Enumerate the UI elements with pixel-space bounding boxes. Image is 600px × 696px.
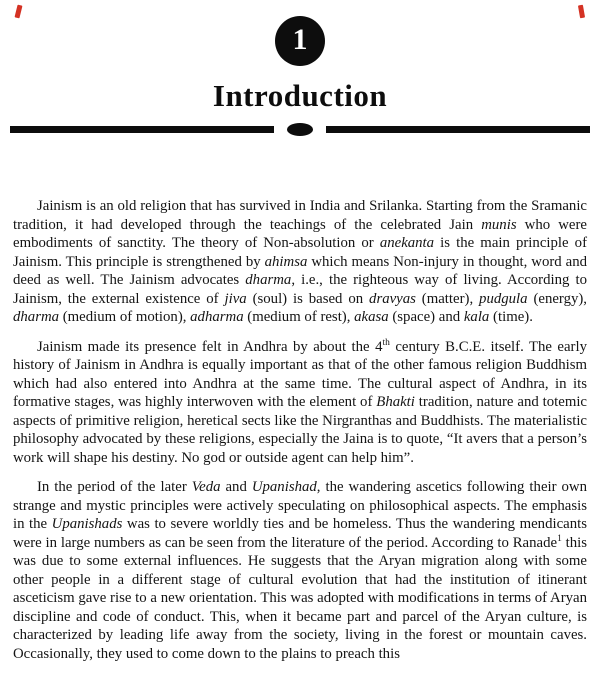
text-segment: , the wandering ascetics following their own strange and mystic principles were actively speculating on philosophical aspects. The emphasis in the: [13, 479, 588, 532]
text-segment: dharma: [245, 272, 292, 288]
text-segment: Upanishads: [51, 516, 123, 532]
divider-bar-left: [10, 126, 274, 133]
paragraph: [13, 338, 587, 468]
text-segment: In the period of the later: [37, 479, 192, 495]
text-segment: Jainism is an old religion that has survived in India and Srilanka. Starting from the Sramanic tradition, it had developed through the teachings of the celebrated Jain: [13, 198, 587, 233]
text-segment: (matter),: [415, 290, 480, 307]
text-segment: anekanta: [379, 235, 435, 251]
text-segment: ahimsa: [264, 253, 308, 270]
chapter-title: Introduction: [212, 78, 388, 113]
text-segment: tradition, nature and totemic aspects of primitive religion, heretical sects like the Nirgranthas and Buddhists. The materialistic philosophy advocated by these religions, especially the Jaina is to quote, “It avers that a person’s work will shape his destiny. No god or outside agent can help him”.: [13, 394, 588, 466]
text-segment: akasa: [354, 309, 389, 325]
title-divider: [10, 122, 590, 136]
divider-bar-right: [326, 126, 590, 133]
text-segment: (time).: [489, 309, 533, 325]
text-segment: century B.C.E. itself. The early history of Jainism in Andhra is equally important as that of the other famous religion Buddhism which had also entered into Andhra at the same time. The cultural aspect of Andhra, in its formative stages, was highly interwoven with the element of: [13, 338, 587, 410]
text-segment: adharma: [190, 309, 244, 325]
text-segment: was to severe worldly ties and be homeless. Thus the wandering mendicants were in large numbers as can be seen from the literature of the period. According to Ranade: [13, 516, 587, 551]
red-print-mark-left-icon: [15, 5, 23, 19]
text-segment: , i.e., the righteous way of living. According to Jainism, the external existence of: [13, 272, 587, 307]
text-segment: th: [382, 337, 390, 348]
text-segment: (energy),: [527, 290, 588, 307]
chapter-number-badge: [275, 16, 325, 66]
text-segment: kala: [463, 309, 490, 325]
text-segment: Upanishad: [251, 479, 317, 495]
chapter-number: 1: [292, 23, 308, 56]
text-segment: Jainism made its presence felt in Andhra by about the 4: [37, 338, 383, 355]
text-segment: and: [220, 479, 252, 495]
text-segment: this was due to some external influences. He suggests that the Aryan migration along with some other people in a different stage of cultural evolution that had the institution of itinerant asceticism gave rise to a new orientation. This was adopted with modifications in terms of Aryan discipline and code of conduct. This, when it became part and parcel of the Aryan culture, is characterized by leading life away from the society, living in the forest or mountain caves. Occasionally, they used to come down to the plains to preach this: [13, 534, 587, 662]
text-segment: 1: [557, 533, 562, 544]
text-segment: which means Non-injury in thought, word and deed as well. The Jainism advocates: [13, 253, 588, 288]
text-segment: dravyas: [369, 290, 416, 307]
text-segment: (soul) is based on: [246, 290, 370, 307]
text-segment: is the main principle of Jainism. This principle is strengthened by: [13, 235, 587, 270]
body-text: [13, 197, 587, 674]
paragraph: [13, 197, 587, 327]
text-segment: who were embodiments of sanctity. The theory of Non-absolution or: [13, 216, 587, 251]
divider-dot-icon: [287, 123, 313, 136]
text-segment: (space) and: [388, 309, 464, 325]
text-segment: Bhakti: [376, 394, 415, 410]
paragraph: [13, 478, 587, 663]
text-segment: (medium of rest),: [243, 309, 355, 325]
text-segment: (medium of motion),: [59, 309, 191, 325]
text-segment: dharma: [13, 309, 60, 325]
text-segment: jiva: [224, 290, 247, 307]
text-segment: pudgula: [479, 290, 528, 307]
text-segment: Veda: [191, 479, 221, 495]
red-print-mark-right-icon: [578, 5, 585, 19]
text-segment: munis: [481, 216, 517, 233]
